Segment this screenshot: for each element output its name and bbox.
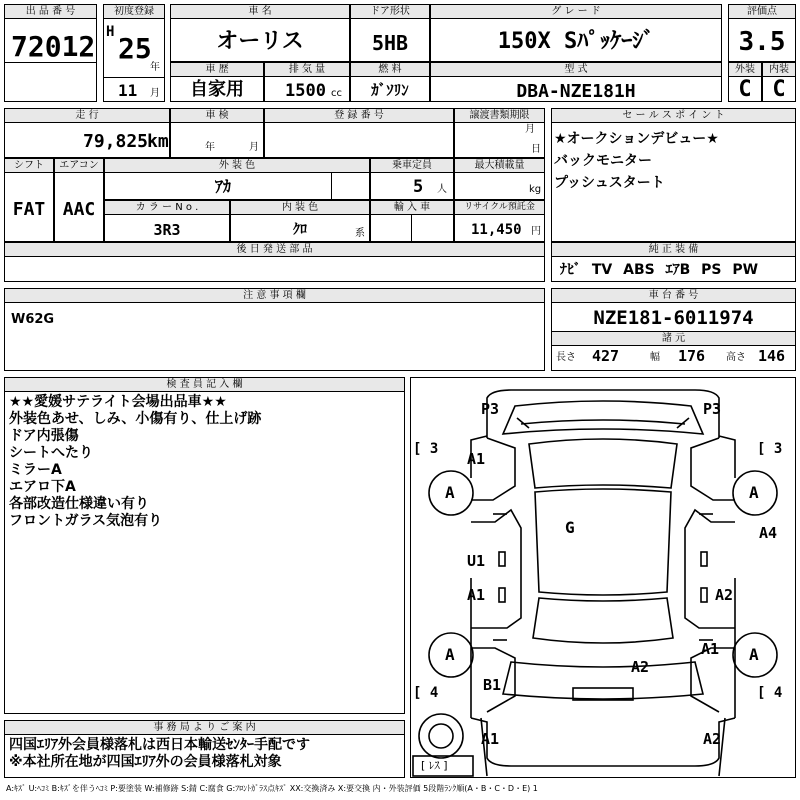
equipment-box bbox=[551, 242, 796, 282]
reg-number-label: 登 録 番 号 bbox=[265, 109, 453, 123]
inspection-box bbox=[170, 108, 264, 158]
int-color-unit: 系 bbox=[355, 228, 365, 239]
width: 176 bbox=[678, 347, 706, 365]
door-type: 5HB bbox=[371, 31, 409, 55]
history: 自家用 bbox=[190, 79, 244, 100]
mark-a1-bottom-left: A1 bbox=[481, 730, 500, 748]
color-no-box bbox=[104, 200, 230, 242]
car-name-box bbox=[170, 4, 350, 62]
mark-tread-rear-right: [ 4 bbox=[757, 685, 783, 701]
displacement: 1500 bbox=[285, 81, 326, 101]
ac-box bbox=[54, 158, 104, 242]
height: 146 bbox=[758, 347, 786, 365]
car-outline-svg bbox=[411, 378, 795, 777]
office-label: 事 務 局 よ り ご 案 内 bbox=[5, 721, 404, 735]
notes-box bbox=[4, 288, 545, 371]
mileage-box bbox=[4, 108, 170, 158]
height-label: 高さ bbox=[726, 352, 746, 363]
width-label: 幅 bbox=[650, 352, 660, 363]
sales-point-item: バックモニター bbox=[554, 153, 652, 169]
score: 3.5 bbox=[738, 27, 786, 57]
equipment-label: 純 正 装 備 bbox=[552, 243, 795, 257]
mark-a1-left-rear: A1 bbox=[467, 586, 486, 604]
mark-p3-left: P3 bbox=[481, 400, 500, 418]
interior-grade: C bbox=[772, 77, 786, 102]
equipment-items: ﾅﾋﾞ TV ABS ｴｱB PS PW bbox=[560, 262, 759, 278]
color-no-label: カ ラ ー N o . bbox=[105, 201, 229, 215]
spec-label: 諸 元 bbox=[552, 331, 795, 346]
chassis-number: NZE181-6011974 bbox=[593, 307, 754, 329]
lot-label: 出 品 番 号 bbox=[5, 5, 96, 19]
inspection-year-unit: 年 bbox=[205, 142, 215, 153]
ac-label: エアコン bbox=[55, 159, 103, 173]
legend-text: A:ｷｽﾞ U:ﾍｺﾐ B:ｷｽﾞを伴うﾍｺﾐ P:要塗装 W:補修跡 S:錆 C:腐食 G:ﾌﾛﾝﾄｶﾞﾗｽ点ｷｽﾞ XX:交換済み X:要交換 内・外装評価 5段階ﾗﾝｸ順(A・B・C・D・E) 1 bbox=[6, 784, 538, 793]
mark-tire-front-left: A bbox=[445, 483, 455, 502]
inspector-line: 外装色あせ、しみ、小傷有り、仕上げ跡 bbox=[9, 411, 262, 427]
ext-color: ｱｶ bbox=[215, 177, 232, 196]
inspector-line: ★★愛媛サテライト会場出品車★★ bbox=[9, 394, 227, 410]
lot-box bbox=[4, 4, 97, 102]
office-line: 四国ｴﾘｱ外会員様落札は西日本輸送ｾﾝﾀｰ手配です bbox=[9, 737, 310, 753]
grade: 150X Sﾊﾟｯｹｰｼﾞ bbox=[497, 29, 655, 54]
exterior-grade: C bbox=[738, 77, 752, 102]
fuel: ｶﾞｿﾘﾝ bbox=[371, 81, 409, 99]
transfer-month-unit: 月 bbox=[525, 124, 535, 135]
length-label: 長さ bbox=[556, 352, 576, 363]
max-load-unit: kg bbox=[529, 184, 542, 195]
ext-color-label: 外 装 色 bbox=[105, 159, 369, 173]
era: H bbox=[106, 24, 115, 40]
exterior-box bbox=[728, 62, 762, 102]
ac: AAC bbox=[62, 199, 96, 220]
capacity-unit: 人 bbox=[437, 184, 447, 195]
chassis-label: 車 台 番 号 bbox=[552, 289, 795, 303]
model-label: 型 式 bbox=[431, 63, 721, 77]
reg-number-box bbox=[264, 108, 454, 158]
score-box bbox=[728, 4, 796, 62]
inspector-line: 各部改造仕様違い有り bbox=[9, 496, 149, 512]
import-box bbox=[370, 200, 454, 242]
recycle-amount: 11,450 bbox=[471, 222, 522, 238]
mark-g-roof: G bbox=[565, 518, 575, 537]
capacity-box bbox=[370, 158, 454, 200]
sales-point-label: セ ー ル ス ポ イ ン ト bbox=[552, 109, 795, 123]
inspector-line: ドア内張傷 bbox=[9, 428, 79, 444]
fuel-label: 燃 料 bbox=[351, 63, 429, 77]
displacement-unit: cc bbox=[331, 88, 342, 99]
later-parts-box bbox=[4, 242, 545, 282]
fuel-box bbox=[350, 62, 430, 102]
door-label: ドア形状 bbox=[351, 5, 429, 19]
mileage-label: 走 行 bbox=[5, 109, 169, 123]
first-reg-box bbox=[103, 4, 165, 102]
inspection-label: 車 検 bbox=[171, 109, 263, 123]
month: 11 bbox=[118, 81, 138, 100]
int-color-box bbox=[230, 200, 370, 242]
mark-tread-front-left: [ 3 bbox=[413, 441, 439, 457]
damage-diagram bbox=[410, 377, 796, 778]
car-name-label: 車 名 bbox=[171, 5, 349, 19]
sales-point-item: プッシュスタート bbox=[554, 175, 665, 191]
shift: FAT bbox=[12, 199, 46, 220]
office-box bbox=[4, 720, 405, 778]
displacement-box bbox=[264, 62, 350, 102]
shift-box bbox=[4, 158, 54, 242]
spare-tire-label: [ ﾚｽ ] bbox=[421, 759, 448, 772]
mark-a2-bottom-right: A2 bbox=[703, 730, 722, 748]
shift-label: シフト bbox=[5, 159, 53, 173]
int-color-label: 内 装 色 bbox=[231, 201, 369, 215]
chassis-box bbox=[551, 288, 796, 371]
inspector-line: フロントガラス気泡有り bbox=[9, 513, 163, 529]
later-parts-label: 後 日 発 送 部 品 bbox=[5, 243, 544, 257]
year: 25 bbox=[118, 32, 152, 65]
inspection-month-unit: 月 bbox=[249, 142, 259, 153]
recycle-box bbox=[454, 200, 545, 242]
model: DBA-NZE181H bbox=[516, 81, 636, 102]
mileage-unit: km bbox=[147, 131, 169, 152]
max-load-label: 最大積載量 bbox=[455, 159, 544, 173]
transfer-label: 譲渡書類期限 bbox=[455, 109, 544, 123]
max-load-box bbox=[454, 158, 545, 200]
interior-label: 内装 bbox=[763, 63, 795, 77]
notes-label: 注 意 事 項 欄 bbox=[5, 289, 544, 303]
sales-point-item: ★オークションデビュー★ bbox=[554, 131, 719, 147]
mark-tire-rear-left: A bbox=[445, 645, 455, 664]
exterior-label: 外装 bbox=[729, 63, 761, 77]
mark-a1-front-left: A1 bbox=[467, 450, 486, 468]
inspector-line: シートへたり bbox=[9, 445, 93, 461]
capacity-label: 乗車定員 bbox=[371, 159, 453, 173]
lot-number: 72012 bbox=[11, 30, 96, 63]
inspector-line: エアロ下A bbox=[9, 479, 76, 495]
ext-color-box bbox=[104, 158, 370, 200]
interior-box bbox=[762, 62, 796, 102]
mark-a4-right: A4 bbox=[759, 524, 778, 542]
model-box bbox=[430, 62, 722, 102]
transfer-day-unit: 日 bbox=[531, 144, 541, 155]
displacement-label: 排 気 量 bbox=[265, 63, 349, 77]
month-unit: 月 bbox=[150, 88, 160, 99]
mark-tread-rear-left: [ 4 bbox=[413, 685, 439, 701]
color-no: 3R3 bbox=[153, 221, 181, 239]
mark-a2-right-rear: A2 bbox=[715, 586, 734, 604]
import-label: 輸 入 車 bbox=[371, 201, 453, 215]
mark-a1-rear-right: A1 bbox=[701, 640, 720, 658]
length: 427 bbox=[592, 347, 620, 365]
mark-u1-left: U1 bbox=[467, 552, 486, 570]
mileage: 79,825 bbox=[83, 131, 149, 152]
score-label: 評価点 bbox=[729, 5, 795, 19]
grade-box bbox=[430, 4, 722, 62]
first-reg-label: 初度登録 bbox=[104, 5, 164, 19]
capacity: 5 bbox=[413, 177, 424, 197]
inspector-line: ミラーA bbox=[9, 462, 62, 478]
inspector-label: 検 査 員 記 入 欄 bbox=[5, 378, 404, 392]
mark-tire-rear-right: A bbox=[749, 645, 759, 664]
car-name: オーリス bbox=[216, 29, 304, 54]
inspector-box bbox=[4, 377, 405, 714]
mark-tread-front-right: [ 3 bbox=[757, 441, 783, 457]
door-box bbox=[350, 4, 430, 62]
sales-point-box bbox=[551, 108, 796, 242]
office-line: ※本社所在地が四国ｴﾘｱ外の会員様落札対象 bbox=[9, 754, 282, 770]
int-color: ｸﾛ bbox=[293, 222, 307, 238]
history-label: 車 歴 bbox=[171, 63, 263, 77]
year-unit: 年 bbox=[150, 62, 160, 73]
mark-p3-right: P3 bbox=[703, 400, 722, 418]
transfer-box bbox=[454, 108, 545, 158]
recycle-unit: 円 bbox=[531, 226, 541, 237]
grade-label: グ レ ー ド bbox=[431, 5, 721, 19]
recycle-label: リサイクル預託金 bbox=[455, 201, 544, 215]
mark-tire-front-right: A bbox=[749, 483, 759, 502]
mark-a2-trunk: A2 bbox=[631, 658, 650, 676]
notes-text: W62G bbox=[11, 312, 55, 327]
mark-b1-rear: B1 bbox=[483, 676, 502, 694]
history-box bbox=[170, 62, 264, 102]
